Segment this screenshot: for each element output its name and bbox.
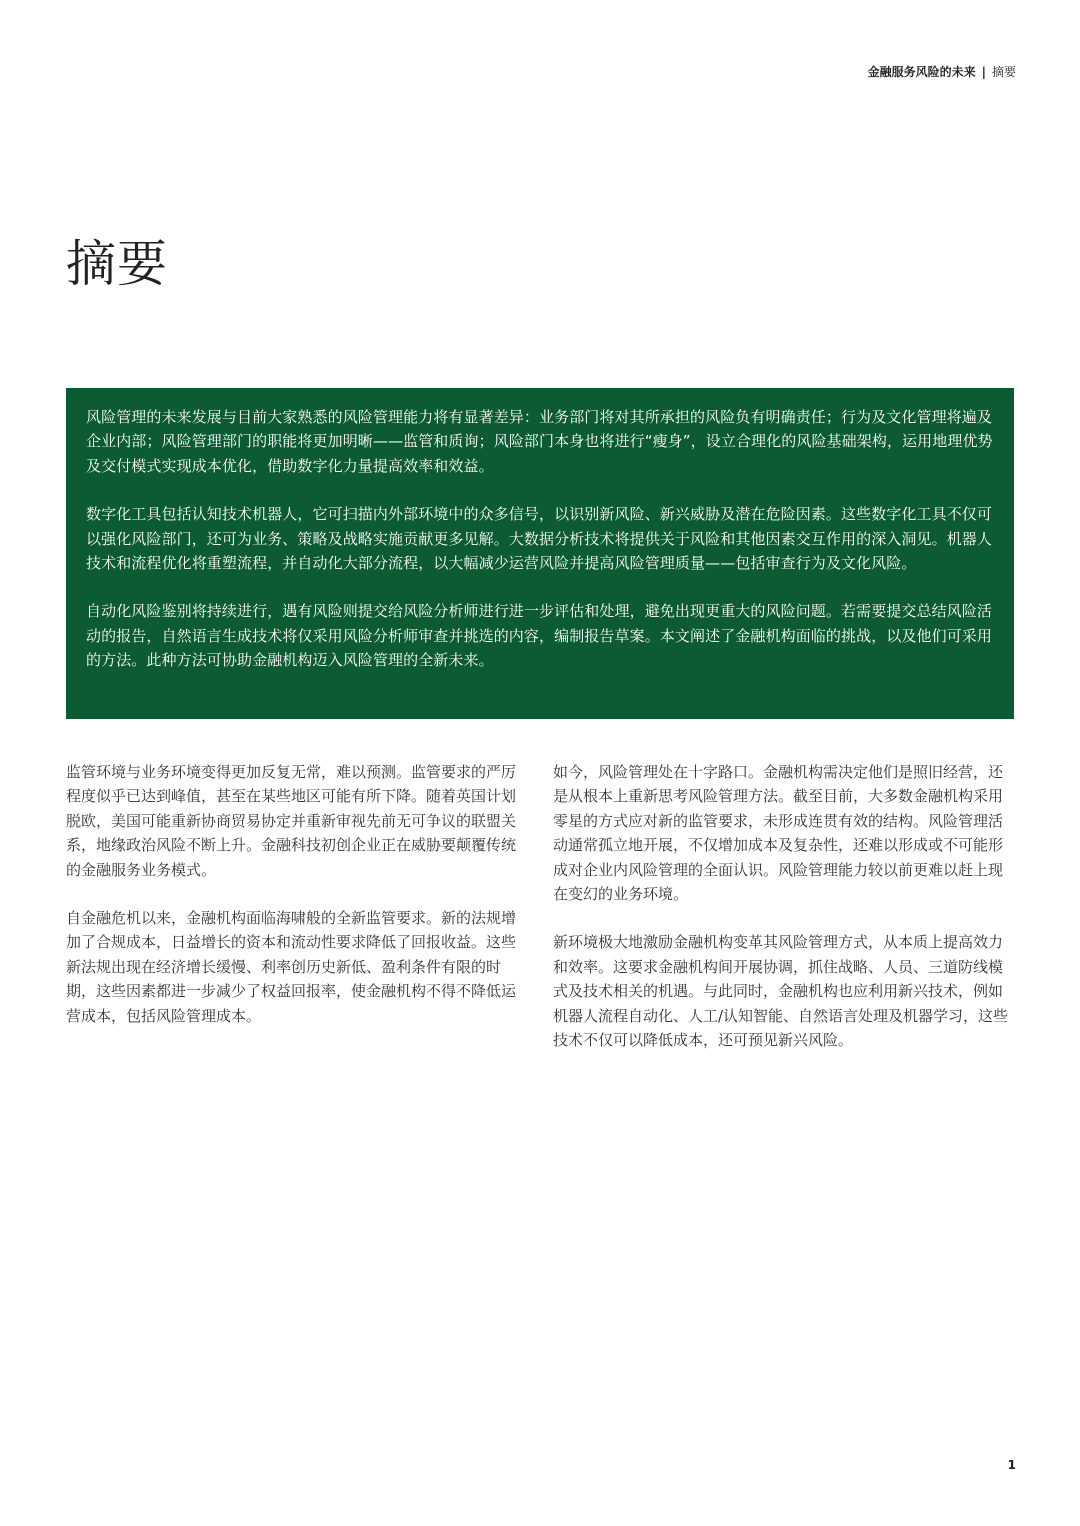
body-paragraph: 新环境极大地激励金融机构变革其风险管理方式，从本质上提高效力和效率。这要求金融机构间开展协调，抓住战略、人员、三道防线模式及技术相关的机遇。与此同时，金融机构也应利用新兴技术，例如机器人流程自动化、人工/认知智能、自然语言处理及机器学习，这些技术不仅可以降低成本，还可预见新兴风险。 xyxy=(553,933,1009,1050)
summary-box xyxy=(66,388,1014,719)
body-paragraph: 自金融危机以来，金融机构面临海啸般的全新监管要求。新的法规增加了合规成本，日益增长的资本和流动性要求降低了回报收益。这些新法规出现在经济增长缓慢、利率创历史新低、盈利条件有限的时期，这些因素都进一步减少了权益回报率，使金融机构不得不降低运营成本，包括风险管理成本。 xyxy=(66,909,517,1025)
body-column-left xyxy=(66,760,526,1052)
page-title: 摘要 xyxy=(66,235,168,293)
summary-paragraph: 自动化风险鉴别将持续进行，遇有风险则提交给风险分析师进行进一步评估和处理，避免出现更重大的风险问题。若需要提交总结风险活动的报告，自然语言生成技术将仅采用风险分析师审查并挑选的内容，编制报告草案。本文阐述了金融机构面临的挑战，以及他们可采用的方法。此种方法可协助金融机构迈入风险管理的全新未来。 xyxy=(86,602,993,670)
body-paragraph: 监管环境与业务环境变得更加反复无常，难以预测。监管要求的严厉程度似乎已达到峰值，甚至在某些地区可能有所下降。随着英国计划脱欧，美国可能重新协商贸易协定并重新审视先前无可争议的联盟关系，地缘政治风险不断上升。金融科技初创企业正在威胁要颠覆传统的金融服务业务模式。 xyxy=(66,763,517,879)
header-separator: | xyxy=(981,65,986,79)
summary-paragraph: 风险管理的未来发展与目前大家熟悉的风险管理能力将有显著差异：业务部门将对其所承担的风险负有明确责任；行为及文化管理将遍及企业内部；风险管理部门的职能将更加明晰——监管和质询；风险部门本身也将进行“瘦身”，设立合理化的风险基础架构，运用地理优势及交付模式实现成本优化，借助数字化力量提高效率和效益。 xyxy=(86,408,993,475)
report-title: 金融服务风险的未来 xyxy=(867,65,976,79)
summary-paragraph: 数字化工具包括认知技术机器人，它可扫描内外部环境中的众多信号，以识别新风险、新兴威胁及潜在危险因素。这些数字化工具不仅可以强化风险部门，还可为业务、策略及战略实施贡献更多见解。大数据分析技术将提供关于风险和其他因素交互作用的深入洞见。机器人技术和流程优化将重塑流程，并自动化大部分流程，以大幅减少运营风险并提高风险管理质量——包括审查行为及文化风险。 xyxy=(86,505,993,573)
page-number: 1 xyxy=(1007,1458,1016,1472)
running-header xyxy=(868,64,1016,80)
body-paragraph: 如今，风险管理处在十字路口。金融机构需决定他们是照旧经营，还是从根本上重新思考风险管理方法。截至目前，大多数金融机构采用零星的方式应对新的监管要求，未形成连贯有效的结构。风险管理活动通常孤立地开展，不仅增加成本及复杂性，还难以形成或不可能形成对企业内风险管理的全面认识。风险管理能力较以前更难以赶上现在变幻的业务环境。 xyxy=(553,763,1004,904)
section-name: 摘要 xyxy=(991,65,1016,79)
body-column-right xyxy=(553,760,1014,1076)
